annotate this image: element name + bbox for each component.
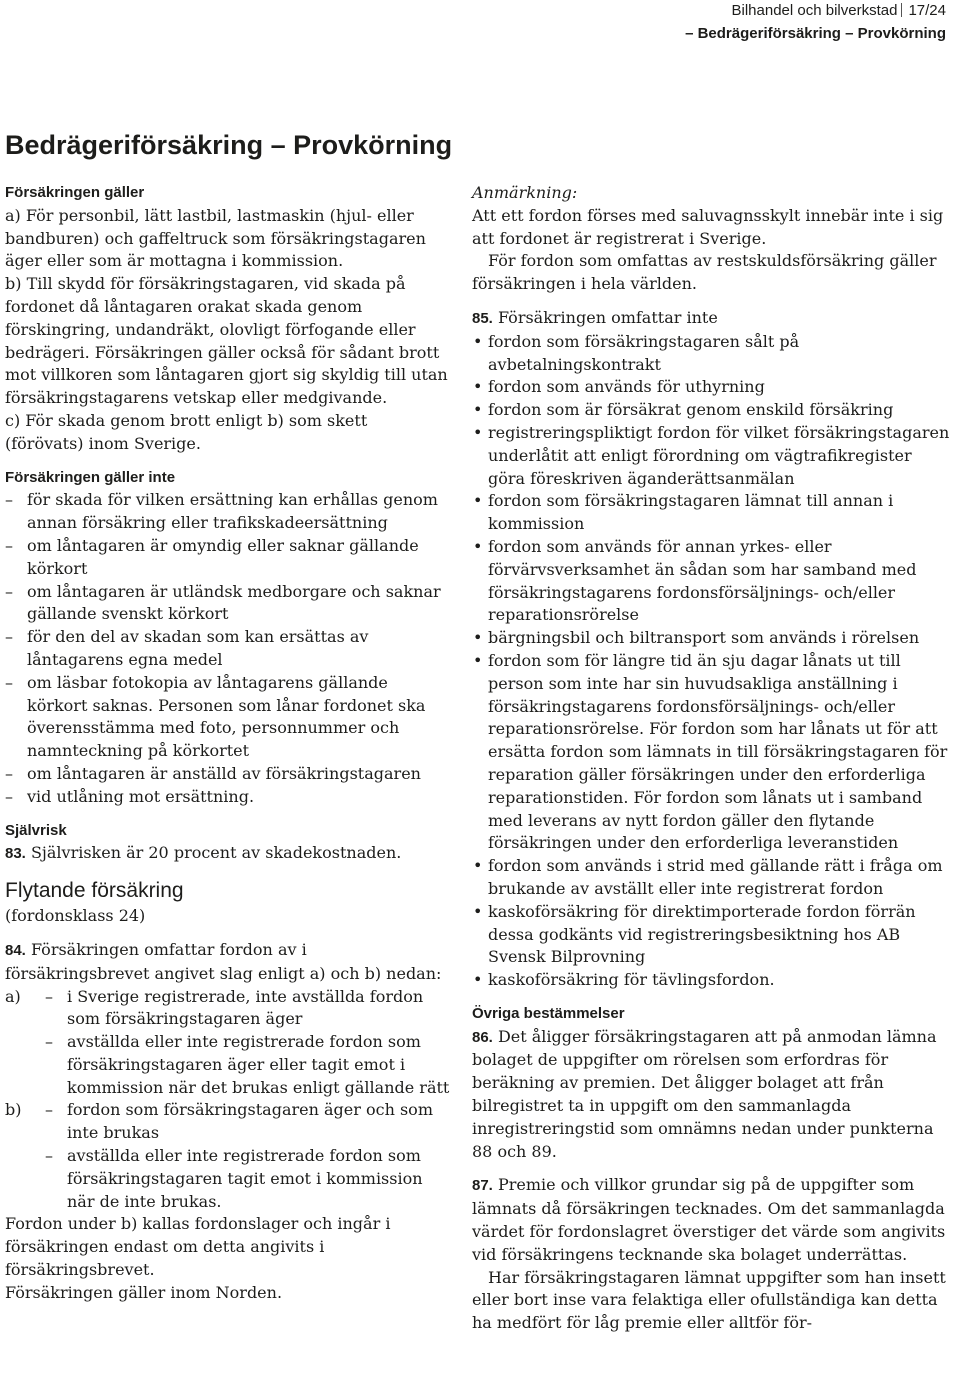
galler-c: c) För skada genom brott enligt b) som skett (förövats) inom Sverige.: [5, 410, 368, 453]
paragraph-83: [5, 842, 450, 866]
exclusion-bullet-list: [472, 331, 952, 992]
running-header: [685, 0, 946, 45]
bullet-item: • fordon som försäkringstagaren sålt på avbetalningskontrakt: [472, 331, 952, 377]
paragraph-number: 87.: [472, 1177, 493, 1195]
bullet-item: • fordon som för längre tid än sju dagar lånats ut till person som inte har sin huvudsakliga anställning i försäkringstagarens fordonsförsäljnings- och/eller reparationsrörelse. För fordon som har lånats ut för att ersätta fordon som lämnats in till försäkringstagaren för reparation gäller försäkringen under den erforderliga reparationstiden. För fordon som lånats ut i samband med leverans av nytt fordon gäller den flytande försäkringen under den erforderliga leveranstiden: [472, 650, 952, 855]
paragraph-text: Försäkringen omfattar inte: [497, 307, 718, 327]
page-number: 17/24: [908, 2, 946, 19]
group-label: b): [5, 1100, 22, 1120]
bullet-item: • kaskoförsäkring för direktimporterade fordon förrän dessa godkänts vid registreringsbesiktning hos AB Svensk Bilprovning: [472, 901, 952, 969]
page-title: Bedrägeriförsäkring – Provkörning: [5, 130, 453, 160]
bullet-item: • fordon som används för annan yrkes- eller förvärvsverksamhet än sådan som har samband med försäkringstagarens fordonsförsäljnings- och/eller reparationsrörelse: [472, 536, 952, 627]
paragraph-84: [5, 939, 450, 986]
note-label: Anmärkning:: [472, 183, 578, 202]
bullet-item: • kaskoförsäkring för tävlingsfordon.: [472, 969, 952, 992]
header-section: Bilhandel och bilverkstad: [731, 2, 898, 19]
exclusion-item: – för skada för vilken ersättning kan erhållas genom annan försäkring eller trafikskadeersättning: [5, 489, 450, 535]
galler-a: a) För personbil, lätt lastbil, lastmaskin (hjul- eller bandburen) och gaffeltruck som försäkringstagaren äger eller som är mottagna i kommission.: [5, 205, 426, 271]
group-item: – i Sverige registrerade, inte avställda fordon som försäkringstagaren äger: [45, 986, 450, 1032]
right-column: [472, 182, 952, 1335]
paragraph-85: [472, 307, 952, 331]
paragraph-text: Försäkringen omfattar fordon av i försäkringsbrevet angivet slag enligt a) och b) nedan:: [5, 939, 442, 983]
closing-text: Fordon under b) kallas fordonslager och ingår i försäkringen endast om detta angivits i försäkringsbrevet.: [5, 1214, 391, 1280]
header-title-text: Bedrägeriförsäkring – Provkörning: [697, 25, 946, 42]
group-b: [5, 1099, 450, 1213]
section-heading-flytande: Flytande försäkring: [5, 879, 184, 903]
bullet-item: • fordon som används för uthyrning: [472, 376, 952, 399]
exclusion-item: – om läsbar fotokopia av låntagarens gällande körkort saknas. Personen som lånar fordonet ska överensstämma med foto, personnummer och namnteckning på körkortet: [5, 672, 450, 763]
paragraph-number: 84.: [5, 941, 26, 959]
header-divider: [901, 3, 902, 17]
closing-text: Försäkringen gäller inom Norden.: [5, 1282, 283, 1302]
exclusion-item: – om låntagaren är omyndig eller saknar gällande körkort: [5, 535, 450, 581]
bullet-item: • fordon som används i strid med gällande rätt i fråga om brukande av avställt eller inte registrerat fordon: [472, 855, 952, 901]
exclusion-item: – för den del av skadan som kan ersättas av låntagarens egna medel: [5, 626, 450, 672]
paragraph-text: Självrisken är 20 procent av skadekostnaden.: [30, 843, 402, 863]
left-column: [5, 182, 450, 1305]
exclusion-item: – vid utlåning mot ersättning.: [5, 786, 450, 809]
exclusion-list: [5, 489, 450, 808]
paragraph-87: [472, 1174, 952, 1266]
bullet-item: • fordon som försäkringstagaren lämnat till annan i kommission: [472, 490, 952, 536]
section-heading-ovriga: Övriga bestämmelser: [472, 1004, 625, 1022]
paragraph-number: 83.: [5, 845, 26, 863]
exclusion-item: – om låntagaren är anställd av försäkringstagaren: [5, 763, 450, 786]
section-heading-sjalvrisk: Självrisk: [5, 821, 67, 839]
bullet-item: • fordon som är försäkrat genom enskild försäkring: [472, 399, 952, 422]
section-heading-galler: Försäkringen gäller: [5, 184, 145, 201]
paragraph-87-continued: Har försäkringstagaren lämnat uppgifter som han insett eller bort inse vara felaktiga eller ofullständiga kan detta ha medfört för låg premie eller alltför för-: [472, 1267, 946, 1333]
header-title: – Bedrägeriförsäkring – Provkörning: [685, 25, 946, 42]
group-item: – avställda eller inte registrerade fordon som försäkringstagaren tagit emot i kommission när de inte brukas.: [45, 1145, 450, 1213]
exclusion-item: – om låntagaren är utländsk medborgare och saknar gällande svenskt körkort: [5, 581, 450, 627]
header-row: [685, 0, 946, 22]
flytande-subtitle: (fordonsklass 24): [5, 906, 146, 926]
paragraph-number: 85.: [472, 309, 493, 327]
paragraph-text: Det åligger försäkringstagaren att på anmodan lämna bolaget de uppgifter om rörelsen som erfordras för beräkning av premien. Det åligger bolaget att från bilregistret ta in uppgift om den sammanlagda inregistreringstid som omnämns nedan under punkterna 88 och 89.: [472, 1026, 937, 1161]
bullet-item: • bärgningsbil och biltransport som används i rörelsen: [472, 627, 952, 650]
note-text: Att ett fordon förses med saluvagnsskylt innebär inte i sig att fordonet är registrerat i Sverige.: [472, 205, 944, 248]
group-a: [5, 986, 450, 1100]
paragraph-number: 86.: [472, 1028, 493, 1046]
note-text: För fordon som omfattas av restskuldsförsäkring gäller försäkringen i hela världen.: [472, 251, 937, 294]
group-label: a): [5, 986, 21, 1006]
group-item: – avställda eller inte registrerade fordon som försäkringstagaren äger eller tagit emot i kommission när det brukas enligt gällande rätt: [45, 1031, 450, 1099]
galler-b: b) Till skydd för försäkringstagaren, vid skada på fordonet då låntagaren orakat skada genom förskingring, undandräkt, olovligt förfogande eller bedrägeri. Försäkringen gäller också för sådant brott mot villkoren som låntagaren gjort sig skyldig till utan försäkringstagarens vetskap eller medgivande.: [5, 274, 448, 408]
paragraph-86: [472, 1026, 952, 1164]
bullet-item: • registreringspliktigt fordon för vilket försäkringstagaren underlåtit att enligt förordning om vägtrafikregister göra föreskriven äganderättsanmälan: [472, 422, 952, 490]
paragraph-text: Premie och villkor grundar sig på de uppgifter som lämnats då försäkringen tecknades. Om det sammanlagda värdet för fordonslagret överstiger det värde som angivits vid försäkringens tecknande ska bolaget underrättas.: [472, 1175, 946, 1264]
group-item: – fordon som försäkringstagaren äger och som inte brukas: [45, 1099, 450, 1145]
section-heading-inte: Försäkringen gäller inte: [5, 468, 176, 486]
